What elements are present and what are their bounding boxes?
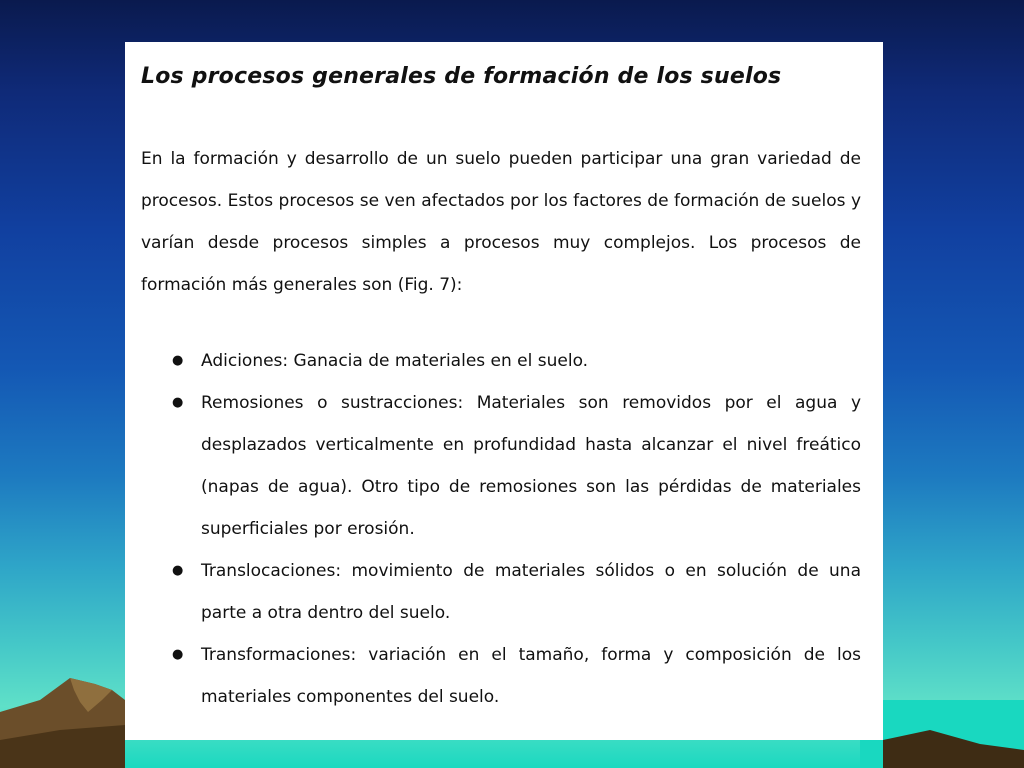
list-item-text: Adiciones: Ganacia de materiales en el suelo. xyxy=(201,351,589,371)
list-item xyxy=(141,340,861,382)
list-item-text: Translocaciones: movimiento de materiales sólidos o en solución de una parte a otra dentro del suelo. xyxy=(201,561,861,623)
list-item xyxy=(141,550,861,634)
list-item-text: Remosiones o sustracciones: Materiales son removidos por el agua y desplazados verticalmente en profundidad hasta alcanzar el nivel freático (napas de agua). Otro tipo de remosiones son las pérdidas de materiales superficiales por erosión. xyxy=(201,393,861,539)
list-item xyxy=(141,382,861,550)
bullet-icon: ● xyxy=(172,563,184,578)
bullet-icon: ● xyxy=(172,395,184,410)
document-title: Los procesos generales de formación de los suelos xyxy=(141,64,782,89)
document-panel xyxy=(125,42,883,740)
process-list xyxy=(141,340,861,718)
list-item-text: Transformaciones: variación en el tamaño, forma y composición de los materiales componentes del suelo. xyxy=(201,645,861,707)
bullet-icon: ● xyxy=(172,647,184,662)
list-item xyxy=(141,634,861,718)
bullet-icon: ● xyxy=(172,353,184,368)
document-intro-paragraph: En la formación y desarrollo de un suelo pueden participar una gran variedad de procesos. Estos procesos se ven afectados por los factores de formación de suelos y varían desde procesos simples a procesos muy complejos. Los procesos de formación más generales son (Fig. 7): xyxy=(141,149,861,295)
